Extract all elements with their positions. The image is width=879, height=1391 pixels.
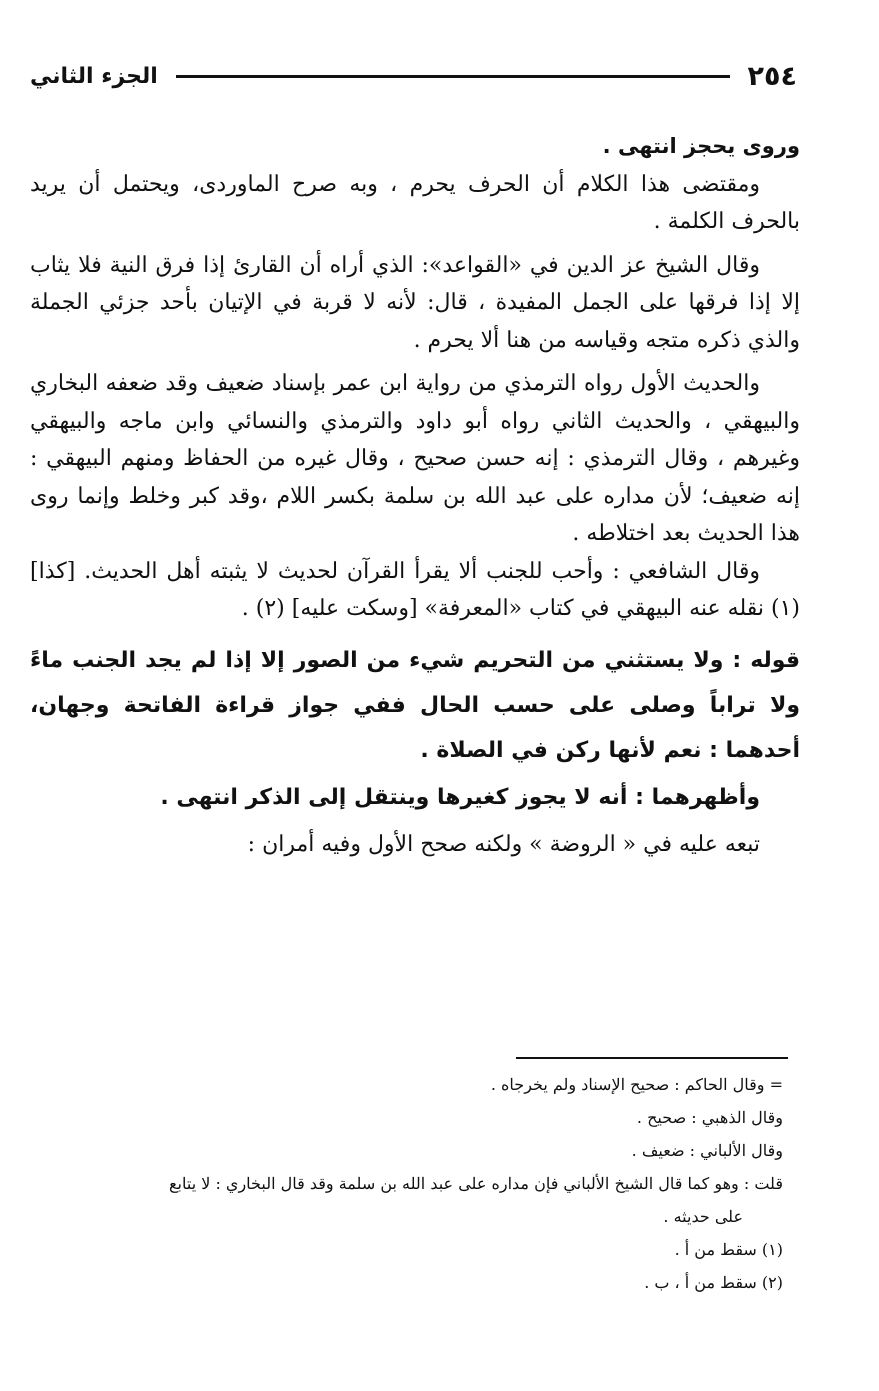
paragraph-5: وقال الشافعي : وأحب للجنب ألا يقرأ القرآن لحديث لا يثبته أهل الحديث. [كذا](١) نقله عنه البيهقي في كتاب «المعرفة» [وسكت عليه] (٢) .: [30, 558, 800, 621]
footnote-line: على حديثه .: [663, 1207, 743, 1226]
footnote-1: (١) سقط من أ .: [674, 1240, 783, 1259]
footnote-line: وقال الذهبي : صحيح .: [636, 1108, 783, 1127]
matn-paragraph-2: وأظهرهما : أنه لا يجوز كغيرها وينتقل إلى الذكر انتهى .: [160, 784, 760, 810]
footnote-rule: [516, 1057, 788, 1059]
page-number: ٢٥٤: [747, 60, 797, 92]
paragraph-3: وقال الشيخ عز الدين في «القواعد»: الذي أراه أن القارئ إذا فرق النية فلا يثاب إلا إذا فرقها على الجمل المفيدة ، قال: لأنه لا قربة في الإتيان بأحد جزئي الجملة والذي ذكره متجه وقياسه من هنا ألا يحرم .: [30, 252, 800, 353]
matn-paragraph-1: قوله : ولا يستثني من التحريم شيء من الصور إلا إذا لم يجد الجنب ماءً ولا تراباً وصلى على حسب الحال ففي جواز قراءة الفاتحة وجهان، أحدهما : نعم لأنها ركن في الصلاة .: [30, 647, 800, 763]
footnote-2: (٢) سقط من أ ، ب .: [644, 1273, 783, 1292]
main-text: [30, 128, 800, 863]
paragraph-2: ومقتضى هذا الكلام أن الحرف يحرم ، وبه صرح الماوردى، ويحتمل أن يريد بالحرف الكلمة .: [30, 171, 800, 234]
footnotes: [30, 1068, 783, 1299]
header-rule: [176, 75, 730, 78]
footnote-line: قلت : وهو كما قال الشيخ الألباني فإن مداره على عبد الله بن سلمة وقد قال البخاري : لا يتابع: [169, 1174, 783, 1193]
section-title: الجزء الثاني: [30, 63, 158, 89]
paragraph-4: والحديث الأول رواه الترمذي من رواية ابن عمر بإسناد ضعيف وقد ضعفه البخاري والبيهقي ، والحديث الثاني رواه أبو داود والترمذي والنسائي وابن ماجه والبيهقي وغيرهم ، وقال الترمذي : إنه حسن صحيح ، وقال غيره من الحفاظ ومنهم البيهقي : إنه ضعيف؛ لأن مداره على عبد الله بن سلمة بكسر اللام ،وقد كبر وخلط وإنما روى هذا الحديث بعد اختلاطه .: [30, 371, 800, 546]
running-header: [30, 52, 797, 100]
footnote-line: وقال الألباني : ضعيف .: [631, 1141, 783, 1160]
paragraph-6: تبعه عليه في « الروضة » ولكنه صحح الأول وفيه أمران :: [247, 831, 760, 857]
paragraph-1: وروى يحجز انتهى .: [602, 134, 800, 158]
footnote-line: = وقال الحاكم : صحيح الإسناد ولم يخرجاه .: [490, 1075, 783, 1094]
